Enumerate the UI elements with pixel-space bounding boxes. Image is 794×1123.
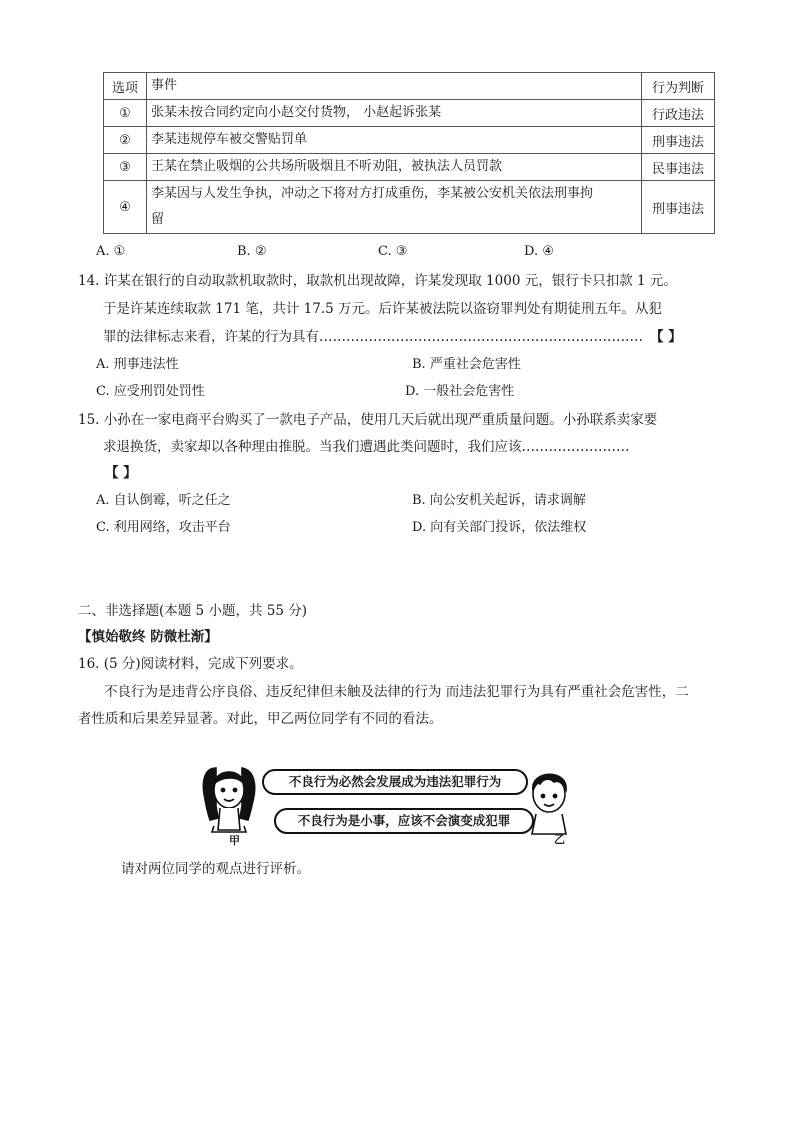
table-row <box>104 154 715 181</box>
q15-answer-bracket[interactable]: 【 】 <box>105 465 137 481</box>
row-event-line: 李某因与人发生争执，冲动之下将对方打成重伤，李某被公安机关依法刑事拘 <box>151 186 594 201</box>
header-judgment: 行为判断 <box>642 73 715 100</box>
row-number: ③ <box>104 154 147 181</box>
q13-option-a[interactable]: A. ① <box>96 244 126 259</box>
q15-option-c[interactable]: C. 利用网络，攻击平台 <box>96 520 231 535</box>
q14-option-d[interactable]: D. 一般社会危害性 <box>405 384 515 399</box>
q14-option-a[interactable]: A. 刑事违法性 <box>96 357 179 372</box>
q16-paragraph-line: 不良行为是违背公序良俗、违反纪律但未触及法律的行为 而违法犯罪行为具有严重社会危害性，二 <box>104 684 689 700</box>
q15-option-a[interactable]: A. 自认倒霉，听之任之 <box>96 493 231 508</box>
q14-stem-line: 于是许某连续取款 171 笔，共计 17.5 万元。后许某被法院以盗窃罪判处有期徒刑五年。从犯 <box>103 301 662 317</box>
q14-stem-line: 罪的法律标志来看，许某的行为具有……………………………………………………………… <box>103 329 643 345</box>
header-event: 事件 <box>147 73 642 100</box>
table-row <box>104 100 715 127</box>
row-number: ② <box>104 127 147 154</box>
q16-intro: 16. (5 分)阅读材料，完成下列要求。 <box>78 656 303 672</box>
q14-option-b[interactable]: B. 严重社会危害性 <box>412 357 521 372</box>
q15-stem-line: 15. 小孙在一家电商平台购买了一款电子产品，使用几天后就出现严重质量问题。小孙联系卖家要 <box>78 412 658 428</box>
q14-option-c[interactable]: C. 应受刑罚处罚性 <box>96 384 205 399</box>
q14-stem-line: 14. 许某在银行的自动取款机取款时，取款机出现故障，许某发现取 1000 元，银行卡只扣款 1 元。 <box>78 273 677 289</box>
section-heading: 二、非选择题(本题 5 小题，共 55 分) <box>78 603 307 619</box>
q14-answer-bracket[interactable]: 【 】 <box>650 329 682 345</box>
q13-option-d[interactable]: D. ④ <box>524 244 554 259</box>
row-judgment: 刑事违法 <box>642 127 715 154</box>
row-event <box>147 181 642 234</box>
row-judgment: 民事违法 <box>642 154 715 181</box>
header-option: 选项 <box>104 73 147 100</box>
q16-prompt: 请对两位同学的观点进行评析。 <box>121 861 310 877</box>
label-yi: 乙 <box>554 833 565 846</box>
row-number: ① <box>104 100 147 127</box>
q15-option-d[interactable]: D. 向有关部门投诉，依法维权 <box>412 520 587 535</box>
q16-paragraph-line: 者性质和后果差异显著。对此，甲乙两位同学有不同的看法。 <box>78 711 443 727</box>
table-header-row <box>104 73 715 100</box>
topic-heading: 【慎始敬终 防微杜渐】 <box>78 629 218 645</box>
boy-figure-icon <box>532 774 566 834</box>
girl-figure-icon <box>203 768 254 832</box>
table-row <box>104 181 715 234</box>
speech-bubble-bottom: 不良行为是小事，应该不会演变成犯罪 <box>274 808 534 834</box>
row-event-line: 留 <box>151 212 165 227</box>
q13-option-b[interactable]: B. ② <box>237 244 267 259</box>
q15-stem-line: 求退换货，卖家却以各种理由推脱。当我们遭遇此类问题时，我们应该…………………… <box>103 439 630 455</box>
speech-bubble-top: 不良行为必然会发展成为违法犯罪行为 <box>262 769 528 795</box>
row-event: 李某违规停车被交警贴罚单 <box>147 127 642 154</box>
row-event: 王某在禁止吸烟的公共场所吸烟且不听劝阻，被执法人员罚款 <box>147 154 642 181</box>
row-event: 张某未按合同约定向小赵交付货物， 小赵起诉张某 <box>147 100 642 127</box>
q13-option-c[interactable]: C. ③ <box>378 244 408 259</box>
row-number: ④ <box>104 181 147 234</box>
q13-table <box>103 72 715 234</box>
label-jia: 甲 <box>229 834 240 847</box>
row-judgment: 行政违法 <box>642 100 715 127</box>
table-row <box>104 127 715 154</box>
q15-option-b[interactable]: B. 向公安机关起诉，请求调解 <box>412 493 586 508</box>
row-judgment: 刑事违法 <box>642 181 715 234</box>
